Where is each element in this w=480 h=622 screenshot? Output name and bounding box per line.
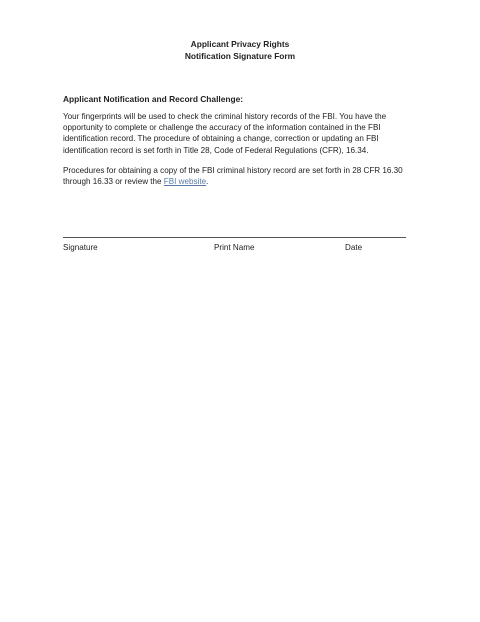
date-label: Date xyxy=(345,243,363,252)
print-name-label: Print Name xyxy=(214,243,255,252)
paragraph-notification: Your fingerprints will be used to check the criminal history records of the FBI. You have the opportunity to complete or challenge the accuracy of the information contained in the FBI identification record. The procedure of obtaining a change, correction or updating an FBI identification record is set forth in Title 28, Code of Federal Regulations (CFR), 16.34. xyxy=(63,112,387,155)
fbi-website-link[interactable]: FBI website xyxy=(163,177,207,187)
paragraph-procedures xyxy=(63,165,418,187)
title-line-2: Notification Signature Form xyxy=(184,50,296,61)
title-line-1: Applicant Privacy Rights xyxy=(190,39,290,49)
paragraph-procedures-end: . xyxy=(206,177,209,187)
section-heading: Applicant Notification and Record Challenge: xyxy=(63,94,244,104)
paragraph-procedures-text: Procedures for obtaining a copy of the FBI criminal history record are set forth in 28 CFR 16.30 through 16.33 or review the xyxy=(63,166,403,187)
form-title xyxy=(0,39,480,62)
signature-label: Signature xyxy=(63,243,98,252)
signature-line[interactable] xyxy=(63,237,406,238)
